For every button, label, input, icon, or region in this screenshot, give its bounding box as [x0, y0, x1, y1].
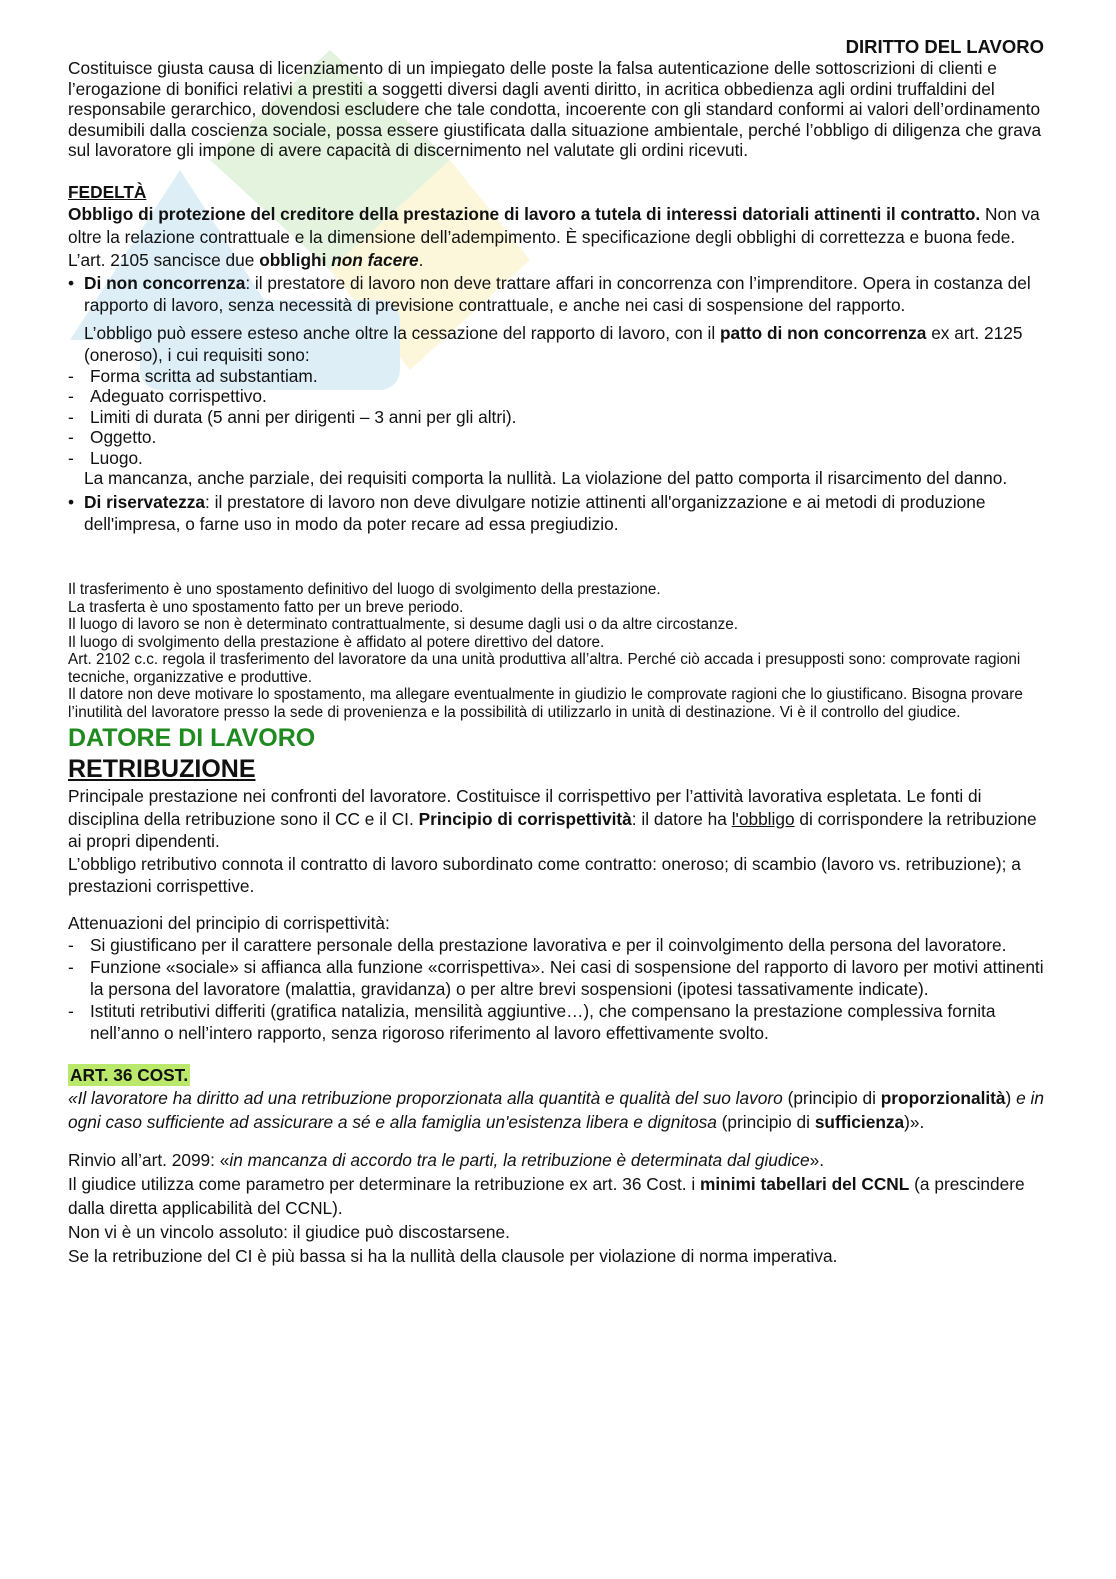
quote-part2: e in ogni caso sufficiente ad assicurare a sé e alla famiglia un'esistenza libera e dignitosa [68, 1087, 1044, 1132]
fedelta-definition [68, 203, 1044, 249]
quote-part1: «Il lavoratore ha diritto ad una retribuzione proporzionata alla quantità e qualità del suo lavoro [68, 1087, 783, 1108]
dash-marker: - [68, 427, 74, 447]
rinvio-prefix: Rinvio all’art. 2099: « [68, 1149, 230, 1170]
attenuations-heading: Attenuazioni del principio di corrispettività: [68, 912, 390, 933]
dash-marker: - [68, 934, 74, 955]
running-title: DIRITTO DEL LAVORO [845, 36, 1044, 57]
onerous-paragraph: L’obbligo retributivo connota il contratto di lavoro subordinato come contratto: oneroso; di scambio (lavoro vs. retribuzione); a prestazioni corrispettive. [68, 853, 1021, 896]
rinvio-paragraph [68, 1148, 1044, 1172]
paren2-bold: sufficienza [814, 1111, 905, 1132]
bullet-icon: • [68, 492, 75, 512]
trasferimento-line: Il datore non deve motivare lo spostamento, ma allegare eventualmente in giudizio le comprovate ragioni che lo giustificano. Bisogna provare l’inutilità del lavoratore presso la sede di provenienza e la possibilità di utilizzarlo in unità di destinazione. Vi è il controllo del giudice. [68, 686, 1023, 721]
requirement-text: Oggetto. [90, 427, 157, 447]
dash-marker: - [68, 1000, 74, 1021]
document-page [68, 36, 1044, 1268]
non-concorrenza-text: : il prestatore di lavoro non deve trattare affari in concorrenza con l’imprenditore. Opera in costanza del rapporto di lavoro, senza necessità di previsione contrattuale, e anche nei casi di sospensione del rapporto. [84, 272, 1031, 315]
trasferimento-line: Il trasferimento è uno spostamento definitivo del luogo di svolgimento della prestazione. [68, 581, 661, 598]
giudice-paragraph [68, 1172, 1044, 1220]
extension-bold: patto di non concorrenza [719, 322, 927, 343]
giudice-suffix: (a prescindere dalla diretta applicabilità del CCNL). [68, 1173, 1025, 1218]
giudice-prefix: Il giudice utilizza come parametro per determinare la retribuzione ex art. 36 Cost. i [68, 1173, 701, 1194]
retribuzione-intro-text: Principale prestazione nei confronti del lavoratore. Costituisce il corrispettivo per l’attività lavorativa espletata. Le fonti di disciplina della retribuzione sono il CC e il CI. [68, 786, 982, 829]
vincolo-paragraph: Non vi è un vincolo assoluto: il giudice può discostarsene. [68, 1221, 510, 1242]
paren1-open: (principio di [782, 1087, 881, 1108]
bullet-non-concorrenza [68, 272, 1044, 316]
extension-text: L’obbligo può essere esteso anche oltre la cessazione del rapporto di lavoro, con il [84, 322, 720, 343]
dash-marker: - [68, 386, 74, 406]
art-2105-bold-italic: non facere [331, 249, 419, 270]
datore-title: DATORE DI LAVORO [68, 724, 316, 752]
patto-non-concorrenza-paragraph [68, 322, 1044, 366]
giudice-bold: minimi tabellari del CCNL [700, 1173, 910, 1194]
retribuzione-intro [68, 785, 1044, 853]
fedelta-definition-rest: Non va oltre la relazione contrattuale e la dimensione dell’adempimento. È specificazione degli obblighi di correttezza e buona fede. [68, 203, 1040, 247]
trasferimento-line: La trasferta è uno spostamento fatto per un breve periodo. [68, 598, 464, 616]
list-item [68, 448, 1044, 469]
nullity-paragraph: La mancanza, anche parziale, dei requisiti comporta la nullità. La violazione del patto comporta il risarcimento del danno. [84, 468, 1008, 488]
bullet-icon: • [68, 272, 75, 293]
art36-quote [68, 1086, 1044, 1134]
dash-marker: - [68, 406, 74, 427]
dash-marker: - [68, 956, 74, 977]
fedelta-definition-bold: Obbligo di protezione del creditore della prestazione di lavoro a tutela di interessi datoriali attinenti il contratto. [68, 203, 981, 224]
art-2105-bold: obblighi [259, 249, 332, 270]
requirement-text: Forma scritta ad substantiam. [90, 365, 318, 386]
extension-suffix: ex art. 2125 (oneroso), i cui requisiti sono: [84, 322, 1023, 365]
paren2-open: (principio di [716, 1111, 815, 1132]
principle-underlined: l'obbligo [731, 808, 795, 829]
list-item [68, 956, 1044, 1000]
bullet-riservatezza [68, 491, 1044, 535]
rinvio-suffix: ». [809, 1149, 825, 1170]
paren1-close: ) [1005, 1087, 1012, 1108]
requirement-text: Limiti di durata (5 anni per dirigenti – 3 anni per gli altri). [90, 406, 517, 427]
riservatezza-text: : il prestatore di lavoro non deve divulgare notizie attinenti all'organizzazione e ai metodi di produzione dell'impresa, o farne uso in modo da poter recare ad essa pregiudizio. [84, 492, 986, 534]
fedelta-heading: FEDELTÀ [68, 181, 147, 202]
trasferimento-line: Art. 2102 c.c. regola il trasferimento del lavoratore da una unità produttiva all’altra. Perché ciò accada i presupposti sono: comprovate ragioni tecniche, organizzative e produttive. [68, 651, 1021, 686]
list-item [68, 366, 1044, 387]
requirement-text: Adeguato corrispettivo. [90, 386, 267, 406]
requirements-list [68, 366, 1044, 469]
list-item [68, 427, 1044, 448]
art-2105-sentence [68, 249, 1044, 272]
trasferimento-line: Il luogo di lavoro se non è determinato contrattualmente, si desume dagli usi o da altre circostanze. [68, 616, 739, 633]
principle-tail: di corrispondere la retribuzione ai propri dipendenti. [68, 808, 1037, 851]
attenuations-list [68, 934, 1044, 1044]
list-item [68, 386, 1044, 407]
retribuzione-title: RETRIBUZIONE [68, 755, 256, 783]
art-2105-prefix: L’art. 2105 sancisce due [68, 249, 260, 270]
list-item [68, 407, 1044, 428]
non-concorrenza-label: Di non concorrenza [84, 272, 246, 293]
paren2-close: )». [904, 1111, 925, 1132]
nullita-paragraph: Se la retribuzione del CI è più bassa si ha la nullità della clausole per violazione di norma imperativa. [68, 1245, 838, 1266]
attenuation-text: Funzione «sociale» si affianca alla funzione «corrispettiva». Nei casi di sospensione del rapporto di lavoro per motivi attinenti la persona del lavoratore (malattia, gravidanza) o per altre brevi sospensioni (ipotesi tassativamente indicate). [90, 956, 1044, 999]
rinvio-italic: in mancanza di accordo tra le parti, la retribuzione è determinata dal giudice [229, 1149, 810, 1170]
principle-bold: Principio di corrispettività [418, 808, 632, 829]
trasferimento-line: Il luogo di svolgimento della prestazione è affidato al potere direttivo del datore. [68, 633, 605, 651]
trasferimento-block [68, 581, 1044, 721]
paren1-bold: proporzionalità [880, 1087, 1006, 1108]
principle-text: : il datore ha [631, 808, 732, 829]
art-2105-suffix: . [418, 249, 424, 270]
attenuation-text: Istituti retributivi differiti (gratifica natalizia, mensilità aggiuntive…), che compensano la prestazione complessiva fornita nell’anno o nell’intero rapporto, senza rigoroso riferimento al lavoro effettivamente svolto. [90, 1000, 996, 1043]
art36-heading: ART. 36 COST. [70, 1064, 189, 1085]
intro-paragraph: Costituisce giusta causa di licenziamento di un impiegato delle poste la falsa autenticazione delle sottoscrizioni di clienti e l’erogazione di bonifici relativi a prestiti a soggetti diversi dagli aventi diritto, in acritica obbedienza agli ordini truffaldini del responsabile gerarchico, dovendosi escludere che tale condotta, incoerente con gli standard conformi ai valori dell’ordinamento desumibili dalla coscienza sociale, possa essere giustificata dalla situazione ambientale, perché l’obbligo di diligenza che grava sul lavoratore gli impone di avere capacità di discernimento nel valutate gli ordini ricevuti. [68, 58, 1042, 160]
dash-marker: - [68, 365, 74, 386]
requirement-text: Luogo. [90, 447, 143, 468]
list-item [68, 1000, 1044, 1044]
list-item [68, 934, 1044, 956]
riservatezza-label: Di riservatezza [84, 492, 206, 512]
attenuation-text: Si giustificano per il carattere personale della prestazione lavorativa e per il coinvolgimento della persona del lavoratore. [90, 934, 1007, 955]
dash-marker: - [68, 447, 74, 468]
